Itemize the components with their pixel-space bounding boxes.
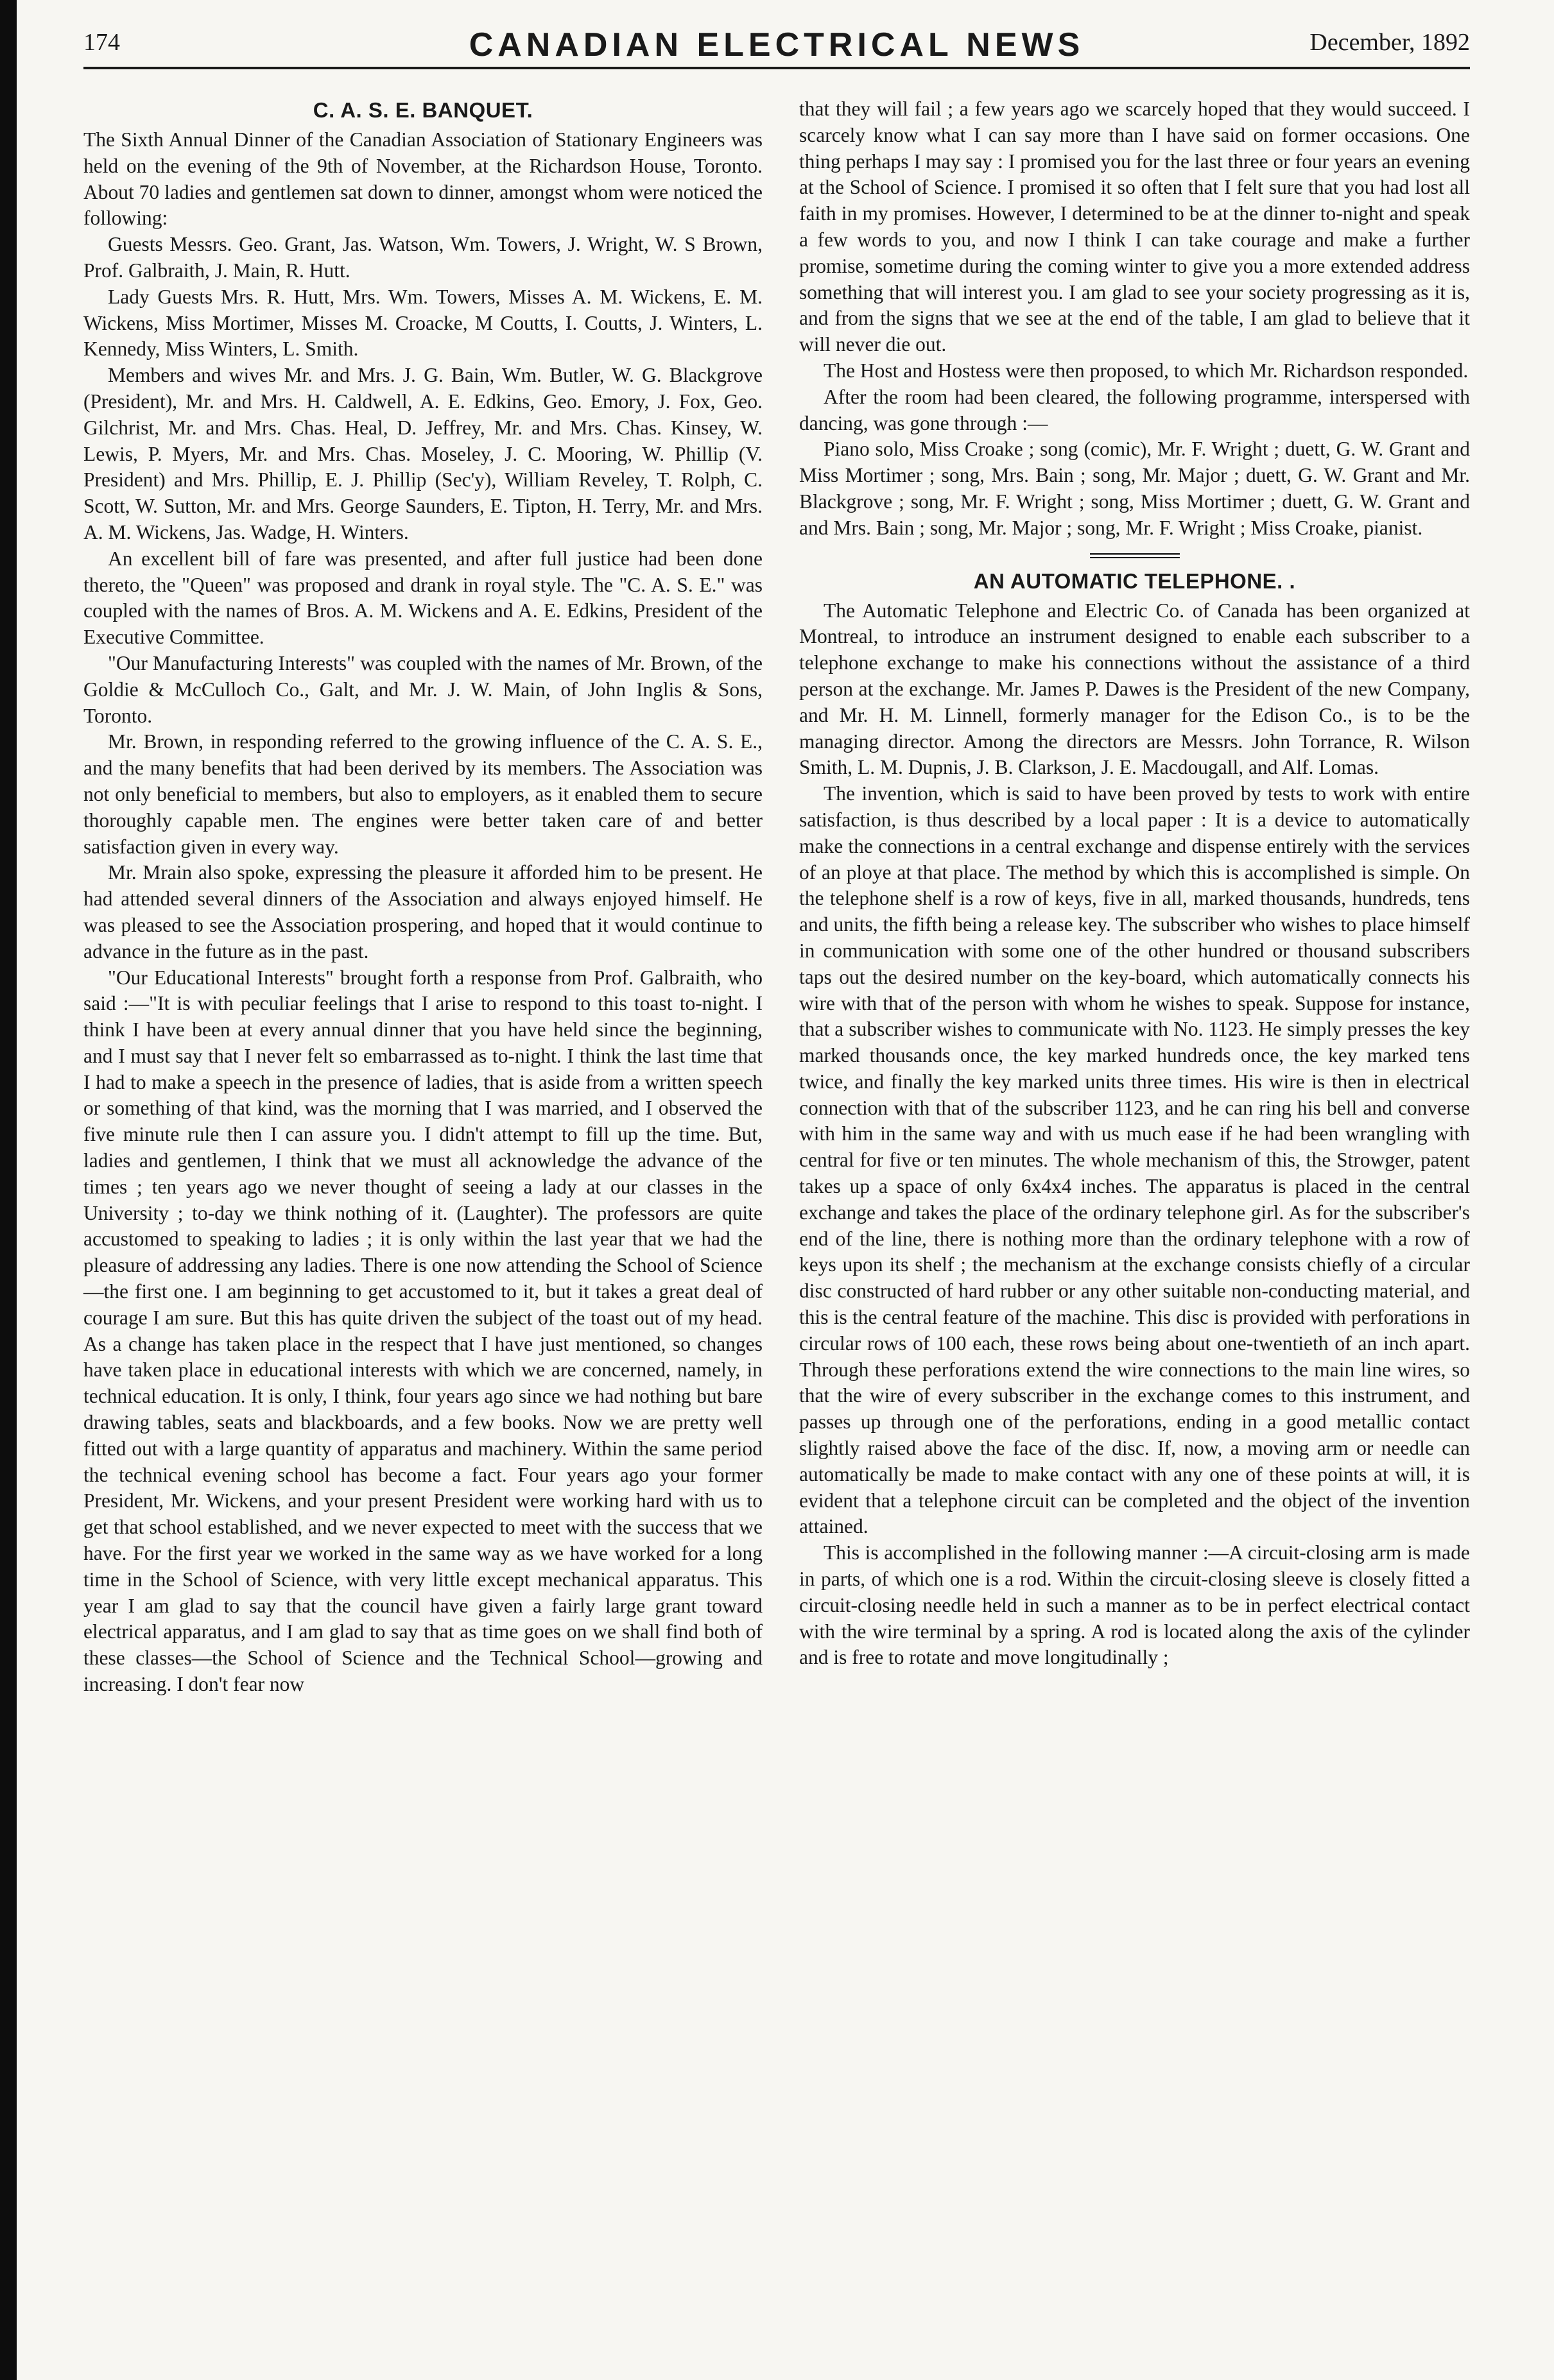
right-column [799, 96, 1470, 1671]
publication-title: CANADIAN ELECTRICAL NEWS [469, 26, 1085, 64]
scan-edge [0, 0, 17, 2380]
paragraph: The Sixth Annual Dinner of the Canadian Association of Stationary Engineers was held on the evening of the 9th of November, at the Richardson House, Toronto. About 70 ladies and gentlemen sat down to dinner, amongst whom were noticed the following: [83, 128, 763, 230]
paragraph: After the room had been cleared, the following programme, interspersed with dancing, was gone through :— [799, 385, 1470, 434]
paragraph: Members and wives Mr. and Mrs. J. G. Bain, Wm. Butler, W. G. Blackgrove (President), Mr. and Mrs. H. Caldwell, A. E. Edkins, Geo. Emory, J. Fox, Geo. Gilchrist, Mr. and Mrs. Chas. Heal, D. Jeffrey, Mr. and Mrs. Chas. Kinsey, W. Lewis, P. Myers, Mr. and Mrs. Chas. Moseley, J. C. Mooring, W. Phillip (V. President) and Mrs. Phillip, E. J. Phillip (Sec'y), William Reveley, T. Rolph, C. Scott, W. Sutton, Mr. and Mrs. George Saunders, E. Tipton, H. Terry, Mr. and Mrs. A. M. Wickens, Jas. Wadge, H. Winters. [83, 364, 763, 544]
paragraph: Lady Guests Mrs. R. Hutt, Mrs. Wm. Towers, Misses A. M. Wickens, E. M. Wickens, Miss Mortimer, Misses M. Croacke, M Coutts, I. Coutts, J. Winters, L. Kennedy, Miss Winters, L. Smith. [83, 285, 763, 361]
paragraph: An excellent bill of fare was presented, and after full justice had been done thereto, the "Queen" was proposed and drank in royal style. The "C. A. S. E." was coupled with the names of Bros. A. M. Wickens and A. E. Edkins, President of the Executive Committee. [83, 547, 763, 649]
article-heading-banquet: C. A. S. E. BANQUET. [313, 98, 533, 122]
paragraph: Piano solo, Miss Croake ; song (comic), Mr. F. Wright ; duett, G. W. Grant and Miss Mortimer ; song, Mrs. Bain ; song, Mr. Major ; duett, G. W. Grant and Mr. Blackgrove ; song, Mr. F. Wright ; song, Miss Mortimer ; duett, G. W. Grant and and Mrs. Bain ; song, Mr. Major ; song, Mr. F. Wright ; Miss Croake, pianist. [799, 438, 1470, 539]
paragraph: Mr. Mrain also spoke, expressing the pleasure it afforded him to be present. He had attended several dinners of the Association and always enjoyed himself. He was pleased to see the Association prospering, and hoped that it would continue to advance in the future as in the past. [83, 861, 763, 963]
page-number: 174 [83, 29, 120, 56]
issue-date: December, 1892 [1309, 29, 1470, 56]
paragraph: Mr. Brown, in responding referred to the growing influence of the C. A. S. E., and the many benefits that had been derived by its members. The Association was not only beneficial to members, but also to employers, as it enabled them to secure thoroughly capable men. The engines were better taken care of and better satisfaction given in every way. [83, 730, 763, 858]
page-header [83, 28, 1470, 69]
paragraph: The Host and Hostess were then proposed, to which Mr. Richardson responded. [824, 359, 1469, 382]
paragraph: "Our Educational Interests" brought forth a response from Prof. Galbraith, who said :—"It is with peculiar feelings that I arise to respond to this toast to-night. I think I have been at every annual dinner that you have held since the beginning, and I must say that I never felt so embarrassed as to-night. I think the last time that I had to make a speech in the presence of ladies, that is aside from a written speech or something of that kind, was the morning that I was married, and I observed the five minute rule then I can assure you. I didn't attempt to fill up the time. But, ladies and gentlemen, I think that we must all acknowledge the advance of the times ; ten years ago we never thought of seeing a lady at our classes in the University ; to-day we think nothing of it. (Laughter). The professors are quite accustomed to speaking to ladies ; it is only within the last year that we had the pleasure of addressing any ladies. There is one now attending the School of Science—the first one. I am beginning to get accustomed to it, but it takes a great deal of courage I am sure. But this has quite driven the subject of the toast out of my head. As a change has taken place in the respect that I have just mentioned, so changes have taken place in educational interests with which we are concerned, namely, in technical education. It is only, I think, four years ago since we had nothing but bare drawing tables, seats and blackboards, and a few books. Now we are pretty well fitted out with a large quantity of apparatus and machinery. Within the same period the technical evening school has become a fact. Four years ago your former President, Mr. Wickens, and your present President were working hard with us to get that school established, and we never expected to meet with the success that we have. For the first year we worked in the same way as we have worked for a long time in the School of Science, with very little except mechanical apparatus. This year I am glad to say that the council have given a fairly large grant toward electrical apparatus, and I am glad to say that as time goes on we shall find both of these classes—the School of Science and the Technical School—growing and increasing. I don't fear now [83, 966, 763, 1696]
paragraph: This is accomplished in the following manner :—A circuit-closing arm is made in parts, of which one is a rod. Within the circuit-closing sleeve is closely fitted a circuit-closing needle held in such a manner as to be in perfect electrical contact with the wire terminal by a spring. A rod is located along the axis of the cylinder and is free to rotate and move longitudinally ; [799, 1541, 1470, 1669]
paragraph: The Automatic Telephone and Electric Co. of Canada has been organized at Montreal, to introduce an instrument designed to enable each subscriber to a telephone exchange to make his connections without the assistance of a third person at the exchange. Mr. James P. Dawes is the President of the new Company, and Mr. H. M. Linnell, formerly manager for the Edison Co., is to be the managing director. Among the directors are Messrs. John Torrance, R. Wilson Smith, L. M. Dupnis, J. B. Clarkson, J. E. Macdougall, and Alf. Lomas. [799, 599, 1470, 779]
paragraph: "Our Manufacturing Interests" was coupled with the names of Mr. Brown, of the Goldie & McCulloch Co., Galt, and Mr. J. W. Main, of John Inglis & Sons, Toronto. [83, 651, 763, 727]
paragraph: The invention, which is said to have been proved by tests to work with entire satisfaction, is thus described by a local paper : It is a device to automatically make the connections in a central exchange and dispense entirely with the services of an ploye at that place. The method by which this is accomplished is simple. On the telephone shelf is a row of keys, five in all, marked thousands, hundreds, tens and units, the fifth being a release key. The subscriber who wishes to place himself in communication with some one of the other hundred or thousand subscribers taps out the desired number on the key-board, which automatically connects his wire with that of the person with whom he wishes to speak. Suppose for instance, that a subscriber wishes to communicate with No. 1123. He simply presses the key marked thousands once, the key marked hundreds once, the key marked tens twice, and finally the key marked units three times. His wire is then in electrical connection with that of the subscriber 1123, and he can ring his bell and converse with him in the same way and with us much ease if he had been wrangling with central for five or ten minutes. The whole mechanism of this, the Strowger, patent takes up a space of only 6x4x4 inches. The apparatus is placed in the central exchange and takes the place of the ordinary telephone girl. As for the subscriber's end of the line, there is nothing more than the ordinary telephone with a row of keys upon its shelf ; the mechanism at the exchange consists chiefly of a circular disc constructed of hard rubber or any other suitable non-conducting material, and this is the central feature of the machine. This disc is provided with perforations in circular rows of 100 each, these rows being about one-twentieth of an inch apart. Through these perforations extend the wire connections to the main line wires, so that the wire of every subscriber in the exchange comes to this instrument, and passes up through one of the perforations, ending in a good metallic contact slightly raised above the face of the disc. If, now, a moving arm or needle can automatically be made to make contact with any one of these points at will, it is evident that a telephone circuit can be completed and the object of the invention attained. [799, 782, 1470, 1538]
article-heading-telephone: AN AUTOMATIC TELEPHONE. . [973, 569, 1296, 593]
section-divider [1090, 553, 1180, 558]
left-column [83, 96, 763, 1698]
paragraph: that they will fail ; a few years ago we scarcely hoped that they would succeed. I scarcely know what I can say more than I have said on former occasions. One thing perhaps I may say : I promised you for the last three or four years an evening at the School of Science. I promised it so often that I felt sure that you had lost all faith in my promises. However, I determined to be at the dinner to-night and speak a few words to you, and now I think I can take courage and make a further promise, sometime during the coming winter to give you a more extended address something that will interest you. I am glad to see your society progressing as it is, and from the signs that we see at the end of the table, I am glad to believe that it will never die out. [799, 98, 1470, 356]
paragraph: Guests Messrs. Geo. Grant, Jas. Watson, Wm. Towers, J. Wright, W. S Brown, Prof. Galbraith, J. Main, R. Hutt. [83, 233, 763, 282]
